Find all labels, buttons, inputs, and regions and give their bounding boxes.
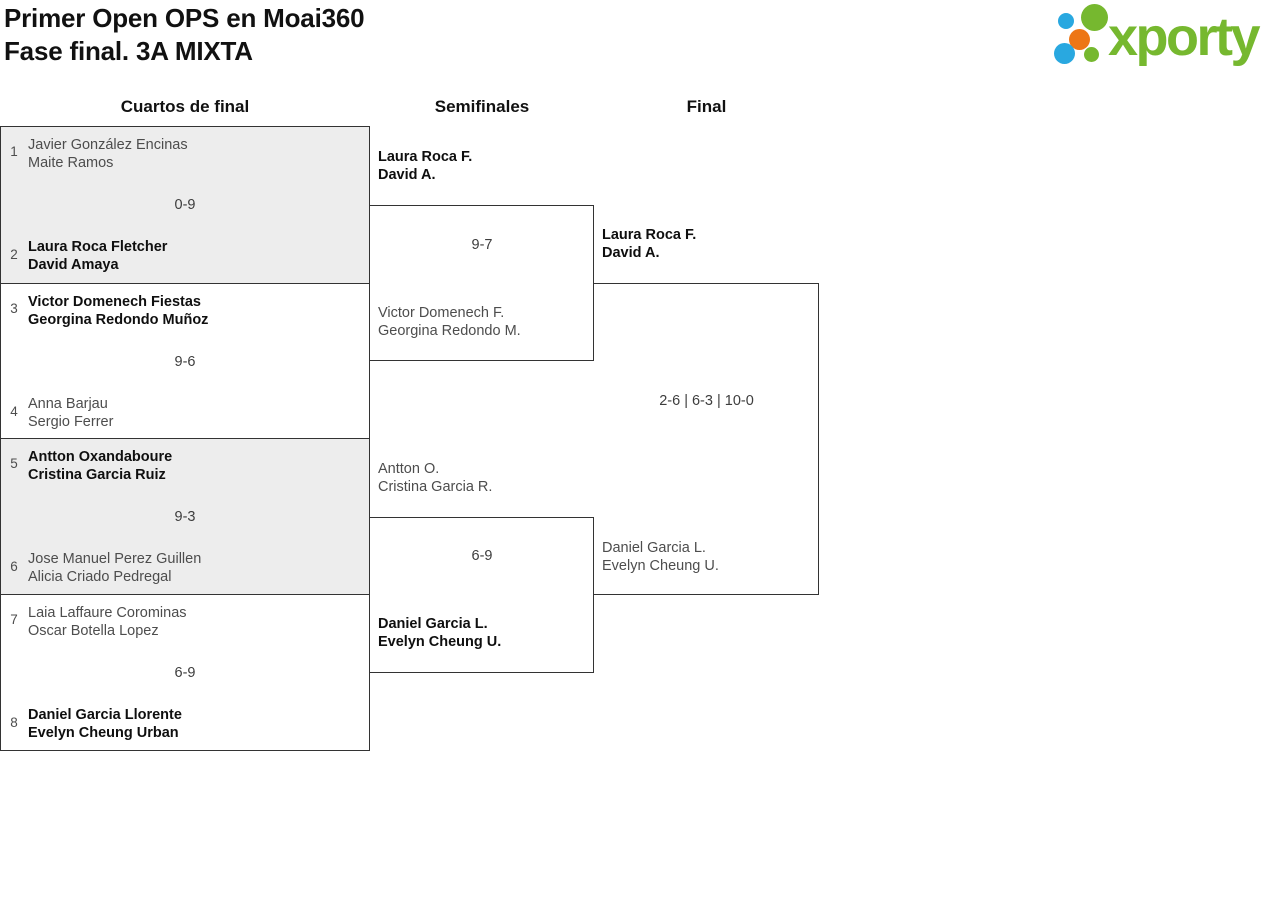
- player-name: Daniel Garcia L.: [602, 540, 706, 556]
- qf-match-1: [1, 127, 369, 283]
- seed-number: 6: [10, 559, 18, 574]
- player-name: Oscar Botella Lopez: [28, 622, 159, 639]
- player-name: Maite Ramos: [28, 155, 114, 171]
- seed-number: 8: [10, 714, 18, 730]
- team-names: [602, 539, 719, 575]
- page-title: [4, 2, 364, 68]
- round-header-final: Final: [686, 97, 727, 116]
- player-name: Sergio Ferrer: [28, 413, 114, 430]
- player-name: Laura Roca F.: [378, 149, 473, 165]
- player-name: Jose Manuel Perez Guillen: [28, 551, 202, 567]
- player-name: Laura Roca Fletcher: [28, 239, 168, 255]
- team-names: [28, 604, 187, 640]
- tournament-title: Primer Open OPS en Moai360: [4, 3, 365, 33]
- player-name: Laura Roca F.: [602, 227, 697, 243]
- team-names: [28, 238, 167, 274]
- round-header-quarterfinals: Cuartos de final: [120, 97, 250, 116]
- team-names: [378, 148, 472, 184]
- team-names: [378, 460, 492, 496]
- match-score: 9-7: [471, 237, 493, 253]
- player-name: Georgina Redondo M.: [378, 323, 521, 339]
- team-names: [378, 304, 521, 340]
- logo-dot-blue-small-icon: [1058, 13, 1074, 29]
- seed-number: 4: [10, 403, 18, 419]
- match-score: 2-6 | 6-3 | 10-0: [659, 393, 754, 409]
- player-name: Alicia Criado Pedregal: [28, 569, 172, 585]
- seed-number: 2: [10, 247, 18, 262]
- team-names: [28, 550, 201, 586]
- team-names: [602, 226, 696, 262]
- team-names: [28, 293, 208, 329]
- team-names: [28, 448, 172, 484]
- qf-match-3: [1, 438, 369, 594]
- seed-number: 3: [10, 300, 18, 316]
- seed-number: 1: [10, 144, 18, 159]
- player-name: Cristina Garcia Ruiz: [28, 467, 166, 483]
- player-name: Evelyn Cheung U.: [378, 634, 502, 650]
- player-name: Daniel Garcia L.: [378, 616, 488, 632]
- player-name: Georgina Redondo Muñoz: [28, 311, 209, 328]
- seed-number: 5: [10, 456, 18, 471]
- player-name: Victor Domenech F.: [378, 305, 505, 321]
- match-score: 0-9: [174, 197, 196, 213]
- team-names: [378, 615, 501, 651]
- qf-match-2: [1, 283, 369, 439]
- team-names: [28, 136, 188, 172]
- logo-dot-green-large-icon: [1081, 4, 1108, 31]
- logo-wordmark: xporty: [1108, 7, 1259, 67]
- player-name: Laia Laffaure Corominas: [28, 604, 187, 621]
- player-name: Daniel Garcia Llorente: [28, 706, 182, 723]
- team-names: [28, 395, 113, 431]
- phase-subtitle: Fase final. 3A MIXTA: [4, 36, 253, 66]
- qf-match-4: [1, 594, 369, 750]
- seed-number: 7: [10, 611, 18, 627]
- player-name: Antton O.: [378, 461, 440, 477]
- match-score: 6-9: [471, 548, 493, 564]
- player-name: Victor Domenech Fiestas: [28, 293, 201, 310]
- round-header-semifinals: Semifinales: [434, 97, 530, 116]
- player-name: David A.: [378, 167, 436, 183]
- player-name: Javier González Encinas: [28, 137, 188, 153]
- xporty-logo: [1050, 0, 1276, 70]
- match-score: 9-6: [174, 353, 196, 370]
- logo-dot-green-small-icon: [1084, 47, 1099, 62]
- logo-dot-blue-large-icon: [1054, 43, 1075, 64]
- team-names: [28, 706, 182, 742]
- quarterfinals-column: [0, 126, 370, 751]
- match-score: 6-9: [174, 664, 196, 681]
- player-name: David A.: [602, 245, 660, 261]
- player-name: Evelyn Cheung U.: [602, 558, 719, 574]
- match-score: 9-3: [174, 509, 196, 525]
- player-name: Cristina Garcia R.: [378, 479, 493, 495]
- player-name: David Amaya: [28, 257, 119, 273]
- player-name: Anna Barjau: [28, 395, 108, 412]
- player-name: Evelyn Cheung Urban: [28, 724, 179, 741]
- player-name: Antton Oxandaboure: [28, 449, 173, 465]
